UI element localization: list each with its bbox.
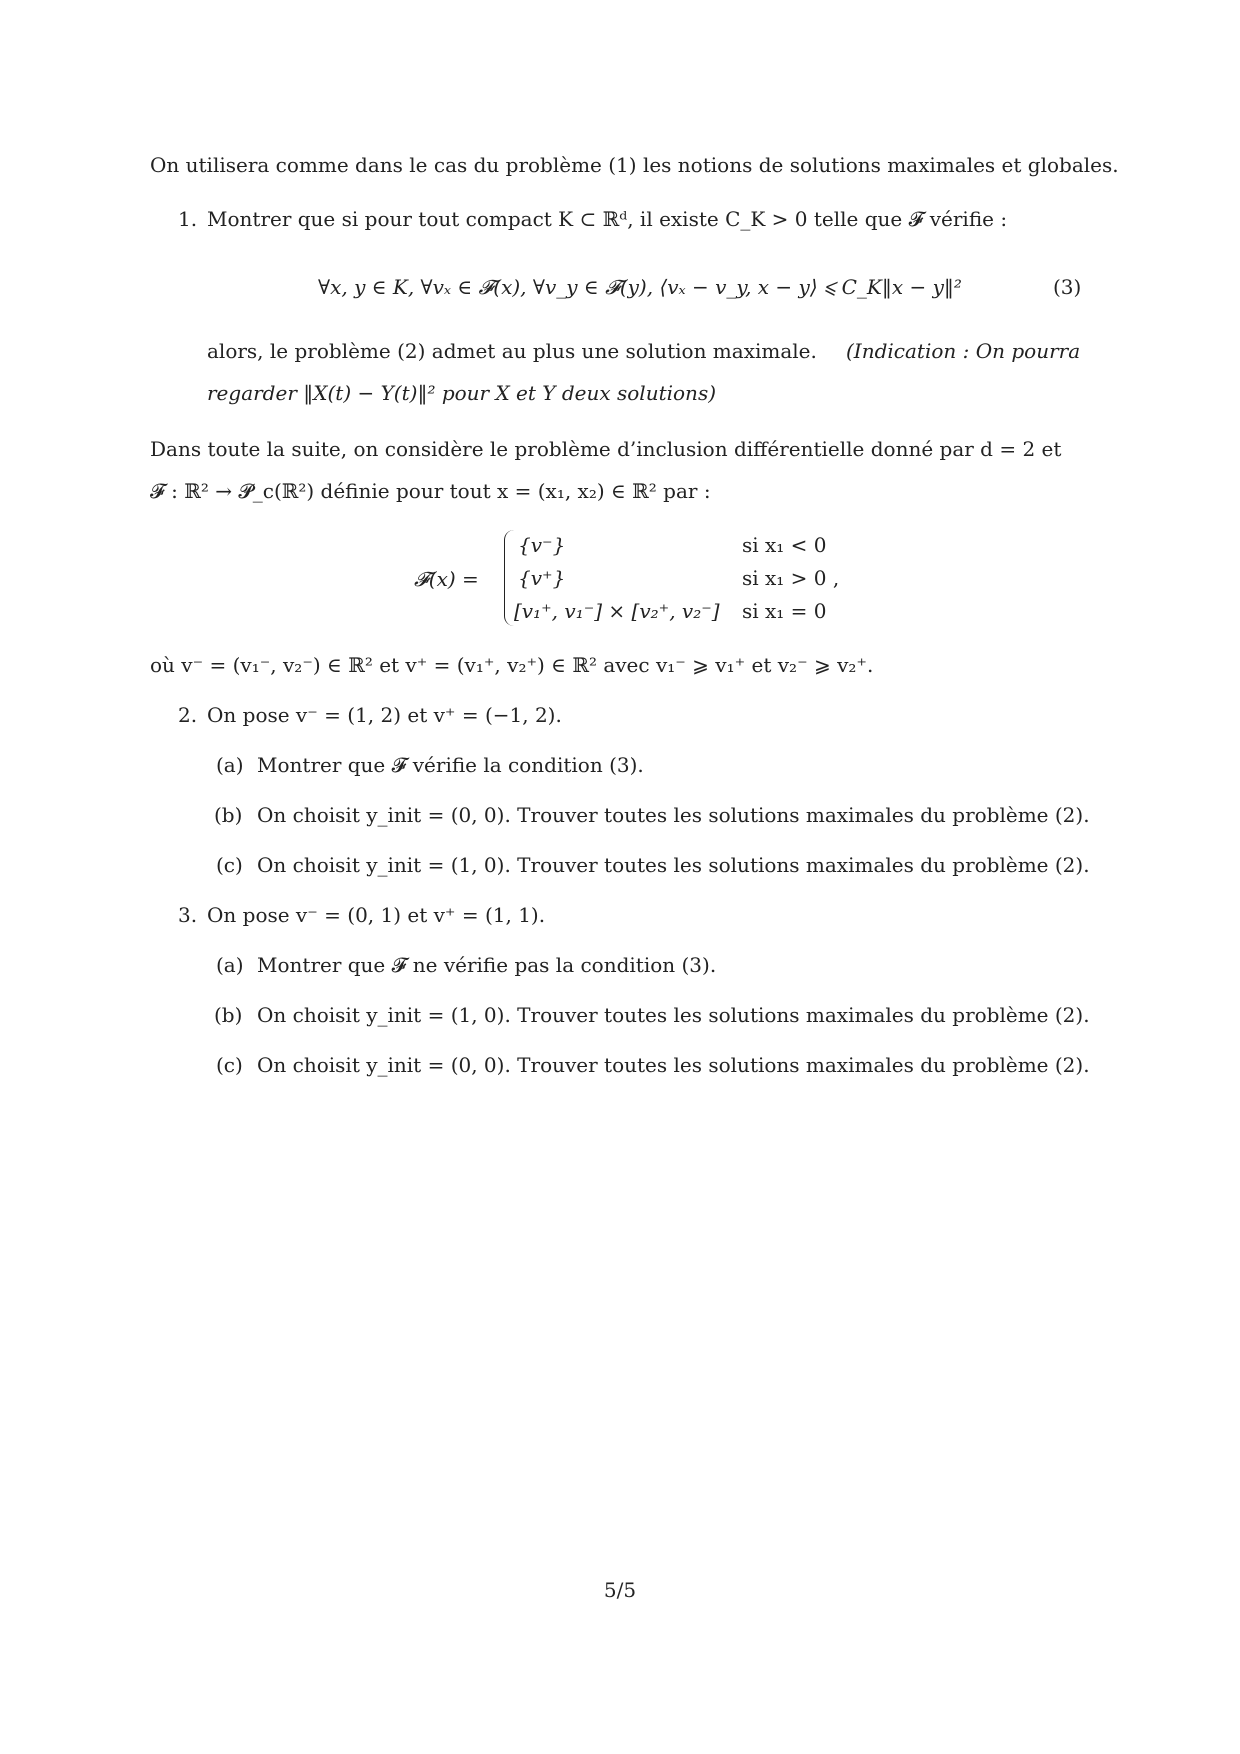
q2-item-a-text: Montrer que 𝓕 vérifie la condition (3). xyxy=(257,753,644,777)
q1-text: Montrer que si pour tout compact K ⊂ ℝᵈ, il existe C_K > 0 telle que 𝓕 vérifie : xyxy=(207,207,1008,231)
piecewise-lhs: 𝓕(x) = xyxy=(414,567,479,591)
case-3-value: [v₁⁺, v₁⁻] × [v₂⁺, v₂⁻] xyxy=(514,599,720,623)
intro-paragraph: On utilisera comme dans le cas du problème (1) les notions de solutions maximales et globales. xyxy=(150,153,1119,177)
q2-item-c-text: On choisit y_init = (1, 0). Trouver toutes les solutions maximales du problème (2). xyxy=(257,853,1090,877)
setup-line-2: 𝓕 : ℝ² → 𝓟_c(ℝ²) définie pour tout x = (x₁, x₂) ∈ ℝ² par : xyxy=(150,479,711,503)
q3-item-b-text: On choisit y_init = (1, 0). Trouver toutes les solutions maximales du problème (2). xyxy=(257,1003,1090,1027)
q3-text: On pose v⁻ = (0, 1) et v⁺ = (1, 1). xyxy=(207,903,546,927)
q2-text: On pose v⁻ = (1, 2) et v⁺ = (−1, 2). xyxy=(207,703,562,727)
q1-conclusion: alors, le problème (2) admet au plus une solution maximale. xyxy=(207,339,817,363)
case-2-value: {v⁺} xyxy=(518,566,566,590)
q3-item-c-label: (c) xyxy=(216,1053,243,1077)
q1-equation-number: (3) xyxy=(1053,275,1082,299)
q2-number: 2. xyxy=(178,703,198,727)
q2-item-a-label: (a) xyxy=(216,753,244,777)
q3-item-a-text: Montrer que 𝓕 ne vérifie pas la condition (3). xyxy=(257,953,717,977)
q1-hint-end: regarder ‖X(t) − Y(t)‖² pour X et Y deux solutions) xyxy=(207,381,717,405)
setup-line-1: Dans toute la suite, on considère le problème d’inclusion différentielle donné par d = 2 et xyxy=(150,437,1062,461)
case-3-condition: si x₁ = 0 xyxy=(742,599,827,623)
q1-number: 1. xyxy=(178,207,198,231)
page-number: 5/5 xyxy=(603,1578,637,1602)
where-line: où v⁻ = (v₁⁻, v₂⁻) ∈ ℝ² et v⁺ = (v₁⁺, v₂⁺) ∈ ℝ² avec v₁⁻ ⩾ v₁⁺ et v₂⁻ ⩾ v₂⁺. xyxy=(150,653,874,677)
q1-hint-start: (Indication : On pourra xyxy=(846,339,1081,363)
q2-item-c-label: (c) xyxy=(216,853,243,877)
case-2-condition: si x₁ > 0 , xyxy=(742,566,840,590)
q3-item-c-text: On choisit y_init = (0, 0). Trouver toutes les solutions maximales du problème (2). xyxy=(257,1053,1090,1077)
case-1-condition: si x₁ < 0 xyxy=(742,533,827,557)
q1-equation: ∀x, y ∈ K, ∀vₓ ∈ 𝓕(x), ∀v_y ∈ 𝓕(y), ⟨vₓ − v_y, x − y⟩ ⩽ C_K‖x − y‖² xyxy=(318,275,962,299)
q3-item-a-label: (a) xyxy=(216,953,244,977)
q2-item-b-label: (b) xyxy=(214,803,243,827)
q3-number: 3. xyxy=(178,903,198,927)
case-1-value: {v⁻} xyxy=(518,533,566,557)
q3-item-b-label: (b) xyxy=(214,1003,243,1027)
q2-item-b-text: On choisit y_init = (0, 0). Trouver toutes les solutions maximales du problème (2). xyxy=(257,803,1090,827)
